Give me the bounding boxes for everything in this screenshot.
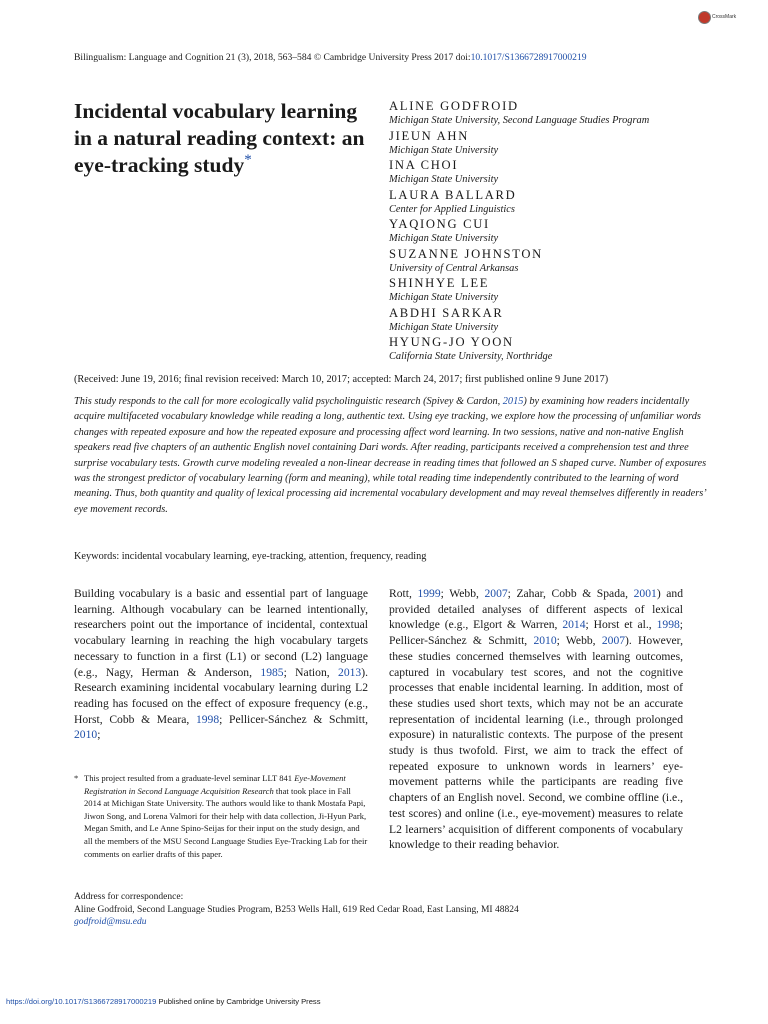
author-list: [389, 99, 729, 365]
author-affiliation: Michigan State University: [389, 174, 499, 185]
author-name: ABDHI SARKAR: [389, 305, 504, 320]
article-title-text: Incidental vocabulary learning in a natural reading context: an eye-tracking study: [74, 99, 365, 177]
citation-link[interactable]: 1998: [195, 712, 220, 726]
address-line: Aline Godfroid, Second Language Studies Program, B253 Wells Hall, 619 Red Cedar Road, East Lansing, MI 48824: [74, 904, 519, 915]
body-column-right: [389, 586, 683, 853]
text-run: that took place in Fall 2014 at Michigan State University. The authors would like to thank Mostafa Papi, Jiwon Song, and Lorena Valmori for their help with data collection, Ji-Hyun Park, Megan Smith, and Le Anne Spino-Seijas for their input on the study design, and all the members of the MSU Second Language Studies Eye-Tracking Lab for their comments on earlier drafts of this paper.: [84, 785, 368, 859]
citation-link[interactable]: 1999: [417, 587, 441, 600]
crossmark-icon: [698, 11, 711, 24]
text-run: ; Nation,: [283, 665, 339, 679]
author-name: SHINHYE LEE: [389, 276, 490, 290]
text-run: ; Webb,: [440, 587, 485, 600]
text-run: Rott,: [389, 587, 418, 600]
author-name: LAURA BALLARD: [389, 187, 517, 202]
page-footer: [6, 997, 321, 1006]
correspondence-address: [74, 891, 519, 929]
title-footnote-marker[interactable]: *: [244, 151, 252, 168]
author-name: YAQIONG CUI: [389, 217, 490, 231]
citation-link[interactable]: 1998: [656, 618, 680, 632]
citation-link[interactable]: 2001: [633, 587, 657, 600]
text-run: ) by examining how readers incidentally acquire multifaceted vocabulary knowledge while reading a long, authentic text. Using eye tracking, we explore how the processing of unfamiliar words changes with repeated exposure and how the repeated exposure and processing affect word learning. In two sessions, native and non-native English speakers read five chapters of an authentic English novel containing Dari words. After reading, participants received a comprehension test and three surprise vocabulary tests. Growth curve modeling revealed a non-linear decrease in reading times that followed an S shaped curve. Number of exposures was the strongest predictor of vocabulary learning (form and meaning), while total reading time independently contributed to the learning of word meaning. Thus, both quantity and quality of lexical processing aid incremental vocabulary development and may reveal themselves differently in readers’ eye movement records.: [74, 396, 707, 515]
citation-link[interactable]: 2013: [338, 665, 362, 679]
citation-link[interactable]: 2007: [601, 634, 626, 648]
text-run: ; Webb,: [556, 634, 602, 648]
text-run: This project resulted from a graduate-level seminar LLT 841: [84, 773, 295, 783]
author-affiliation: Michigan State University: [389, 321, 499, 333]
citation-link[interactable]: 2010: [533, 634, 557, 648]
text-run: ) and provided detailed analyses of different aspects of lexical knowledge (e.g., Elgort & Warren,: [389, 587, 683, 632]
citation-link[interactable]: 2010: [74, 728, 98, 742]
abstract: [74, 394, 714, 517]
author-affiliation: Michigan State University: [389, 233, 499, 244]
author-name: SUZANNE JOHNSTON: [389, 246, 543, 261]
crossmark-badge[interactable]: [698, 11, 738, 25]
text-run: ; Pellicer-Sánchez & Schmitt,: [219, 712, 368, 726]
text-run: ). Research examining incidental vocabulary learning during L2 reading has focused on the effect of exposure frequency (e.g., Horst, Cobb & Meara,: [74, 665, 368, 726]
author-affiliation: University of Central Arkansas: [389, 262, 519, 274]
citation-link[interactable]: 2015: [502, 396, 524, 407]
author-affiliation: Center for Applied Linguistics: [389, 203, 515, 215]
author-affiliation: California State University, Northridge: [389, 351, 553, 362]
footnote-text: [84, 772, 368, 860]
text-run: Building vocabulary is a basic and essential part of language learning. Although vocabulary can be learned intentionally, researchers point out the importance of incidental, contextual vocabulary learning in reaching the high vocabulary targets necessary to function in a first (L1) or second (L2) language (e.g., Nagy, Herman & Anderson,: [74, 587, 368, 679]
address-heading: Address for correspondence:: [74, 892, 184, 902]
footnote: [74, 772, 368, 860]
text-run: This study responds to the call for more ecologically valid psycholinguistic research (Spivey & Cardon,: [74, 396, 503, 407]
author-name: INA CHOI: [389, 158, 459, 172]
citation-link[interactable]: 2007: [484, 587, 508, 600]
text-run: ). However, these studies concerned themselves with learning outcomes, captured in vocabulary test scores, and not the cognitive processes that enable incidental learning. In addition, most of these studies used short texts, which may not be an accurate representation of incidental learning (i.e., through prolonged exposure) in naturalistic contexts. The purpose of the present study is thus twofold. First, we aim to track the effect of repeated exposure to unknown words in learners’ eye-movement patterns while the participants are reading five chapters of an English novel. Second, we combine offline (i.e., test scores) and online (i.e., eye-movement) measures to relate L2 learners’ acquisition of different components of vocabulary knowledge to their reading behavior.: [389, 634, 683, 852]
footer-doi-link[interactable]: https://doi.org/10.1017/S1366728917000219: [6, 997, 157, 1006]
article-title: [74, 98, 374, 179]
author-name: HYUNG-JO YOON: [389, 335, 514, 349]
text-run: ;: [97, 728, 101, 742]
citation-link[interactable]: 1985: [260, 665, 284, 679]
italic-text: Eye-Movement Registration in Second Language Acquisition Research: [84, 773, 346, 796]
crossmark-label: CrossMark: [712, 14, 737, 20]
text-run: ; Zahar, Cobb & Spada,: [507, 587, 634, 600]
footnote-marker: *: [74, 773, 79, 783]
keywords: Keywords: incidental vocabulary learning, eye-tracking, attention, frequency, reading: [74, 551, 427, 562]
footer-published: Published online by Cambridge University Press: [156, 997, 321, 1006]
email-link[interactable]: godfroid@msu.edu: [74, 917, 147, 927]
doi-link[interactable]: 10.1017/S1366728917000219: [470, 52, 587, 63]
text-run: ; Pellicer-Sánchez & Schmitt,: [389, 618, 684, 648]
author-name: JIEUN AHN: [389, 128, 470, 143]
received-dates: (Received: June 19, 2016; final revision received: March 10, 2017; accepted: March 24, 2017; first published online 9 June 2017): [74, 374, 609, 385]
journal-header: [74, 52, 587, 63]
citation-link[interactable]: 2014: [562, 618, 586, 632]
author-name: ALINE GODFROID: [389, 99, 519, 113]
text-run: ; Horst et al.,: [585, 618, 657, 632]
author-affiliation: Michigan State University: [389, 144, 499, 156]
author-affiliation: Michigan State University, Second Language Studies Program: [389, 115, 650, 126]
body-column-left: [74, 586, 368, 743]
author-affiliation: Michigan State University: [389, 292, 499, 303]
journal-citation: Bilingualism: Language and Cognition 21 (3), 2018, 563–584 © Cambridge University Press 2017 doi:: [74, 52, 471, 63]
